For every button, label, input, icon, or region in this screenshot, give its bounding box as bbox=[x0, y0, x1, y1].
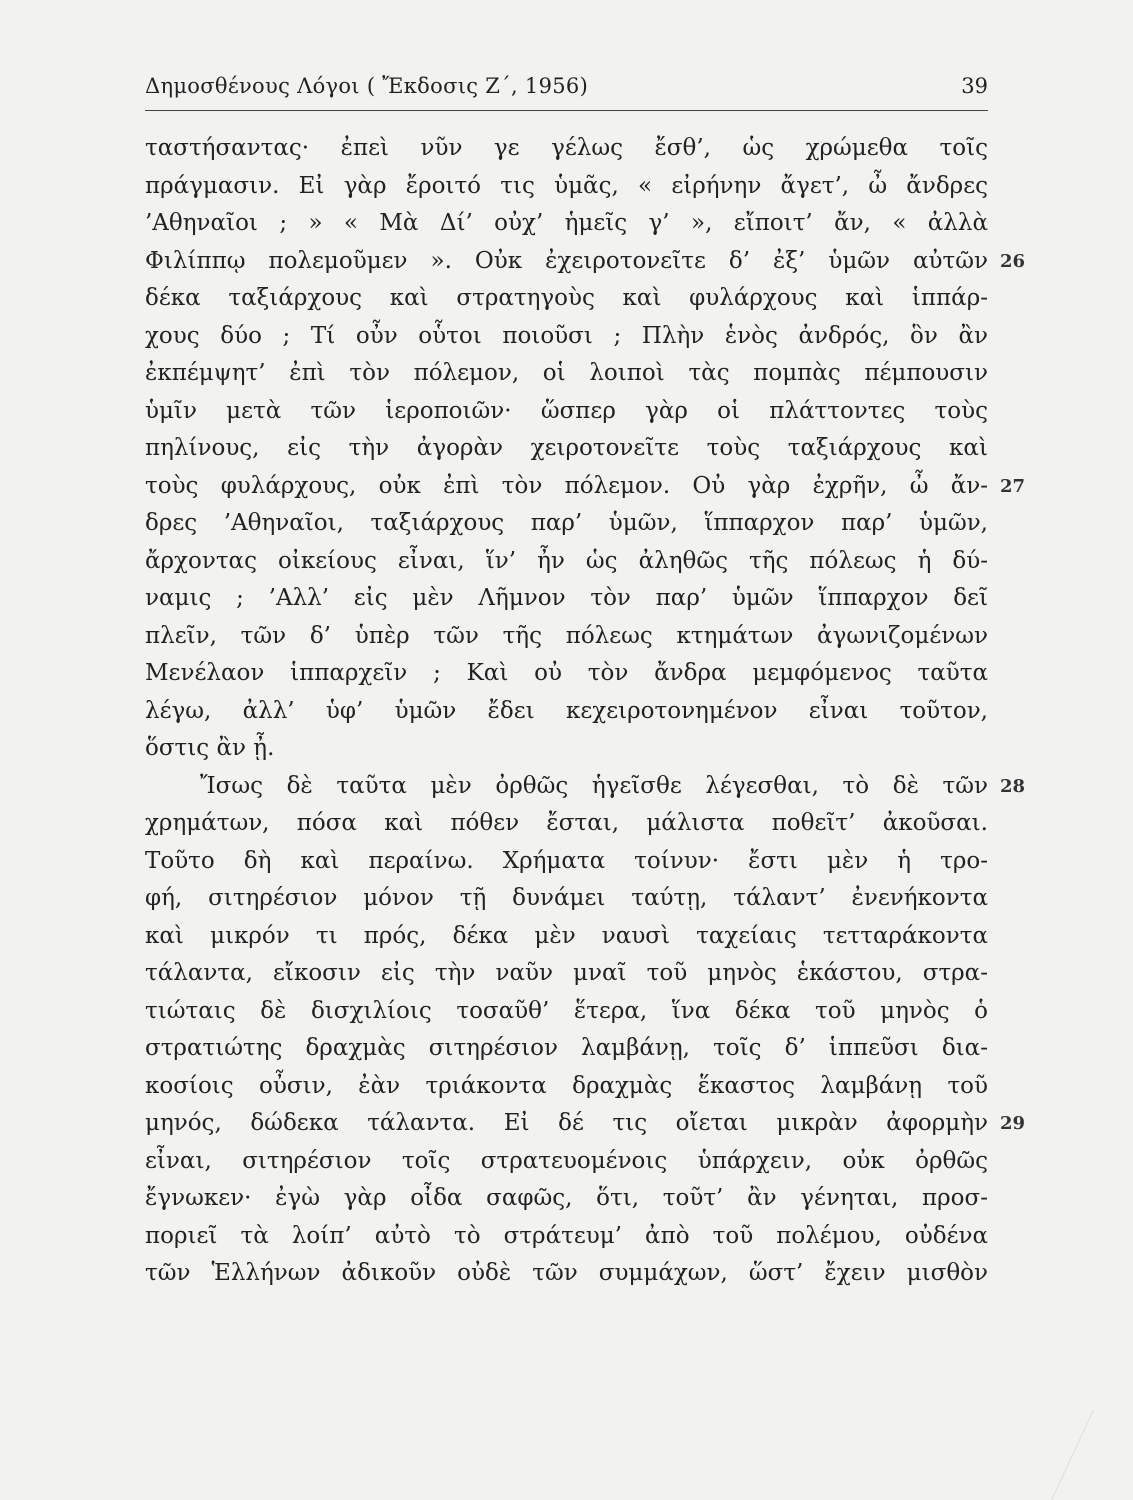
text-line bbox=[145, 880, 988, 918]
line-text: δέκα ταξιάρχους καὶ στρατηγοὺς καὶ φυλάρχους καὶ ἱππάρ- bbox=[145, 285, 988, 311]
page-corner-mark bbox=[1051, 1410, 1133, 1500]
running-title: Δημοσθένους Λόγοι ( Ἔκδοσις Ζ΄, 1956) bbox=[145, 74, 589, 98]
text-line bbox=[145, 730, 988, 768]
page-number: 39 bbox=[961, 74, 988, 98]
running-header bbox=[145, 70, 988, 111]
line-text: Τοῦτο δὴ καὶ περαίνω. Χρήματα τοίνυν· ἔστι μὲν ἡ τρο- bbox=[145, 847, 988, 874]
text-line bbox=[145, 430, 988, 468]
page-body bbox=[145, 130, 1026, 1293]
line-text: Μενέλαον ἱππαρχεῖν ; Καὶ οὐ τὸν ἄνδρα μεμφόμενος ταῦτα bbox=[145, 660, 988, 686]
text-line bbox=[145, 955, 988, 993]
line-text: ὑμῖν μετὰ τῶν ἱεροποιῶν· ὥσπερ γὰρ οἱ πλάττοντες τοὺς bbox=[145, 397, 988, 424]
line-text: ἐκπέμψητ’ ἐπὶ τὸν πόλεμον, οἱ λοιποὶ τὰς πομπὰς πέμπουσιν bbox=[145, 360, 988, 386]
line-text: φή, σιτηρέσιον μόνον τῇ δυνάμει ταύτῃ, τάλαντ’ ἐνενήκοντα bbox=[145, 885, 988, 911]
text-line bbox=[145, 768, 1026, 806]
line-text: πράγμασιν. Εἰ γὰρ ἔροιτό τις ὑμᾶς, « εἰρήνην ἄγετ’, ὦ ἄνδρες bbox=[145, 172, 988, 199]
text-line bbox=[145, 618, 988, 656]
text-line bbox=[145, 805, 988, 843]
line-text: τάλαντα, εἴκοσιν εἰς τὴν ναῦν μναῖ τοῦ μηνὸς ἑκάστου, στρα- bbox=[145, 960, 988, 986]
text-line bbox=[145, 693, 988, 731]
line-text: μηνός, δώδεκα τάλαντα. Εἰ δέ τις οἴεται μικρὰν ἀφορμὴν bbox=[145, 1110, 988, 1136]
text-line bbox=[145, 1105, 1026, 1143]
line-text: πηλίνους, εἰς τὴν ἀγορὰν χειροτονεῖτε τοὺς ταξιάρχους καὶ bbox=[145, 435, 988, 461]
line-text: ταστήσαντας· ἐπεὶ νῦν γε γέλως ἔσθ’, ὡς χρώμεθα τοῖς bbox=[145, 135, 988, 161]
line-text: δρες ’Αθηναῖοι, ταξιάρχους παρ’ ὑμῶν, ἵππαρχον παρ’ ὑμῶν, bbox=[145, 510, 988, 536]
text-line bbox=[145, 1068, 988, 1106]
text-line bbox=[145, 843, 988, 881]
section-number: 27 bbox=[1000, 475, 1026, 497]
section-number: 29 bbox=[1000, 1113, 1026, 1134]
line-text: ποριεῖ τὰ λοίπ’ αὐτὸ τὸ στράτευμ’ ἀπὸ τοῦ πολέμου, οὐδένα bbox=[145, 1222, 988, 1249]
line-text: ὅστις ἂν ᾖ. bbox=[145, 735, 275, 761]
line-text: τιώταις δὲ δισχιλίοις τοσαῦθ’ ἕτερα, ἵνα δέκα τοῦ μηνὸς ὁ bbox=[145, 997, 988, 1024]
text-line bbox=[145, 655, 988, 693]
text-line bbox=[145, 993, 988, 1031]
line-text: στρατιώτης δραχμὰς σιτηρέσιον λαμβάνῃ, τοῖς δ’ ἱππεῦσι δια- bbox=[145, 1035, 988, 1061]
line-text: κοσίοις οὖσιν, ἐὰν τριάκοντα δραχμὰς ἕκαστος λαμβάνῃ τοῦ bbox=[145, 1072, 988, 1099]
line-text: καὶ μικρόν τι πρός, δέκα μὲν ναυσὶ ταχείαις τετταράκοντα bbox=[145, 922, 988, 949]
line-text: λέγω, ἀλλ’ ὑφ’ ὑμῶν ἔδει κεχειροτονημένον εἶναι τοῦτον, bbox=[145, 697, 988, 724]
text-line bbox=[145, 1180, 988, 1218]
line-text: τῶν Ἑλλήνων ἀδικοῦν οὐδὲ τῶν συμμάχων, ὥστ’ ἔχειν μισθὸν bbox=[145, 1260, 988, 1286]
text-line bbox=[145, 918, 988, 956]
text-line bbox=[145, 130, 988, 168]
text-line bbox=[145, 1143, 988, 1181]
text-line bbox=[145, 505, 988, 543]
text-line bbox=[145, 543, 988, 581]
text-line bbox=[145, 1218, 988, 1256]
text-line bbox=[145, 1030, 988, 1068]
text-line bbox=[145, 243, 1026, 281]
line-text: ’Αθηναῖοι ; » « Μὰ Δί’ οὐχ’ ἡμεῖς γ’ », εἴποιτ’ ἄν, « ἀλλὰ bbox=[145, 210, 988, 236]
line-text: χους δύο ; Τί οὖν οὗτοι ποιοῦσι ; Πλὴν ἑνὸς ἀνδρός, ὃν ἂν bbox=[145, 322, 988, 349]
line-text: ναμις ; ’Αλλ’ εἰς μὲν Λῆμνον τὸν παρ’ ὑμῶν ἵππαρχον δεῖ bbox=[145, 585, 988, 611]
text-line bbox=[145, 205, 988, 243]
section-number: 26 bbox=[1000, 250, 1026, 272]
line-text: εἶναι, σιτηρέσιον τοῖς στρατευομένοις ὑπάρχειν, οὐκ ὀρθῶς bbox=[145, 1147, 988, 1174]
section-number: 28 bbox=[1000, 775, 1026, 797]
line-text: τοὺς φυλάρχους, οὐκ ἐπὶ τὸν πόλεμον. Οὐ γὰρ ἐχρῆν, ὦ ἄν- bbox=[145, 472, 988, 499]
text-line bbox=[145, 355, 988, 393]
text-line bbox=[145, 318, 988, 356]
line-text: ἄρχοντας οἰκείους εἶναι, ἵν’ ἦν ὡς ἀληθῶς τῆς πόλεως ἡ δύ- bbox=[145, 547, 988, 574]
text-line bbox=[145, 280, 988, 318]
text-line bbox=[145, 468, 1026, 506]
text-line bbox=[145, 580, 988, 618]
text-line bbox=[145, 393, 988, 431]
text-line bbox=[145, 168, 988, 206]
line-text: Φιλίππῳ πολεμοῦμεν ». Οὐκ ἐχειροτονεῖτε δ’ ἐξ’ ὑμῶν αὐτῶν bbox=[145, 247, 988, 274]
line-text: Ἴσως δὲ ταῦτα μὲν ὀρθῶς ἡγεῖσθε λέγεσθαι, τὸ δὲ τῶν bbox=[200, 772, 988, 799]
line-text: ἔγνωκεν· ἐγὼ γὰρ οἶδα σαφῶς, ὅτι, τοῦτ’ ἂν γένηται, προσ- bbox=[145, 1185, 988, 1211]
text-line bbox=[145, 1255, 988, 1293]
line-text: πλεῖν, τῶν δ’ ὑπὲρ τῶν τῆς πόλεως κτημάτων ἀγωνιζομένων bbox=[145, 622, 988, 649]
line-text: χρημάτων, πόσα καὶ πόθεν ἔσται, μάλιστα ποθεῖτ’ ἀκοῦσαι. bbox=[145, 810, 988, 836]
